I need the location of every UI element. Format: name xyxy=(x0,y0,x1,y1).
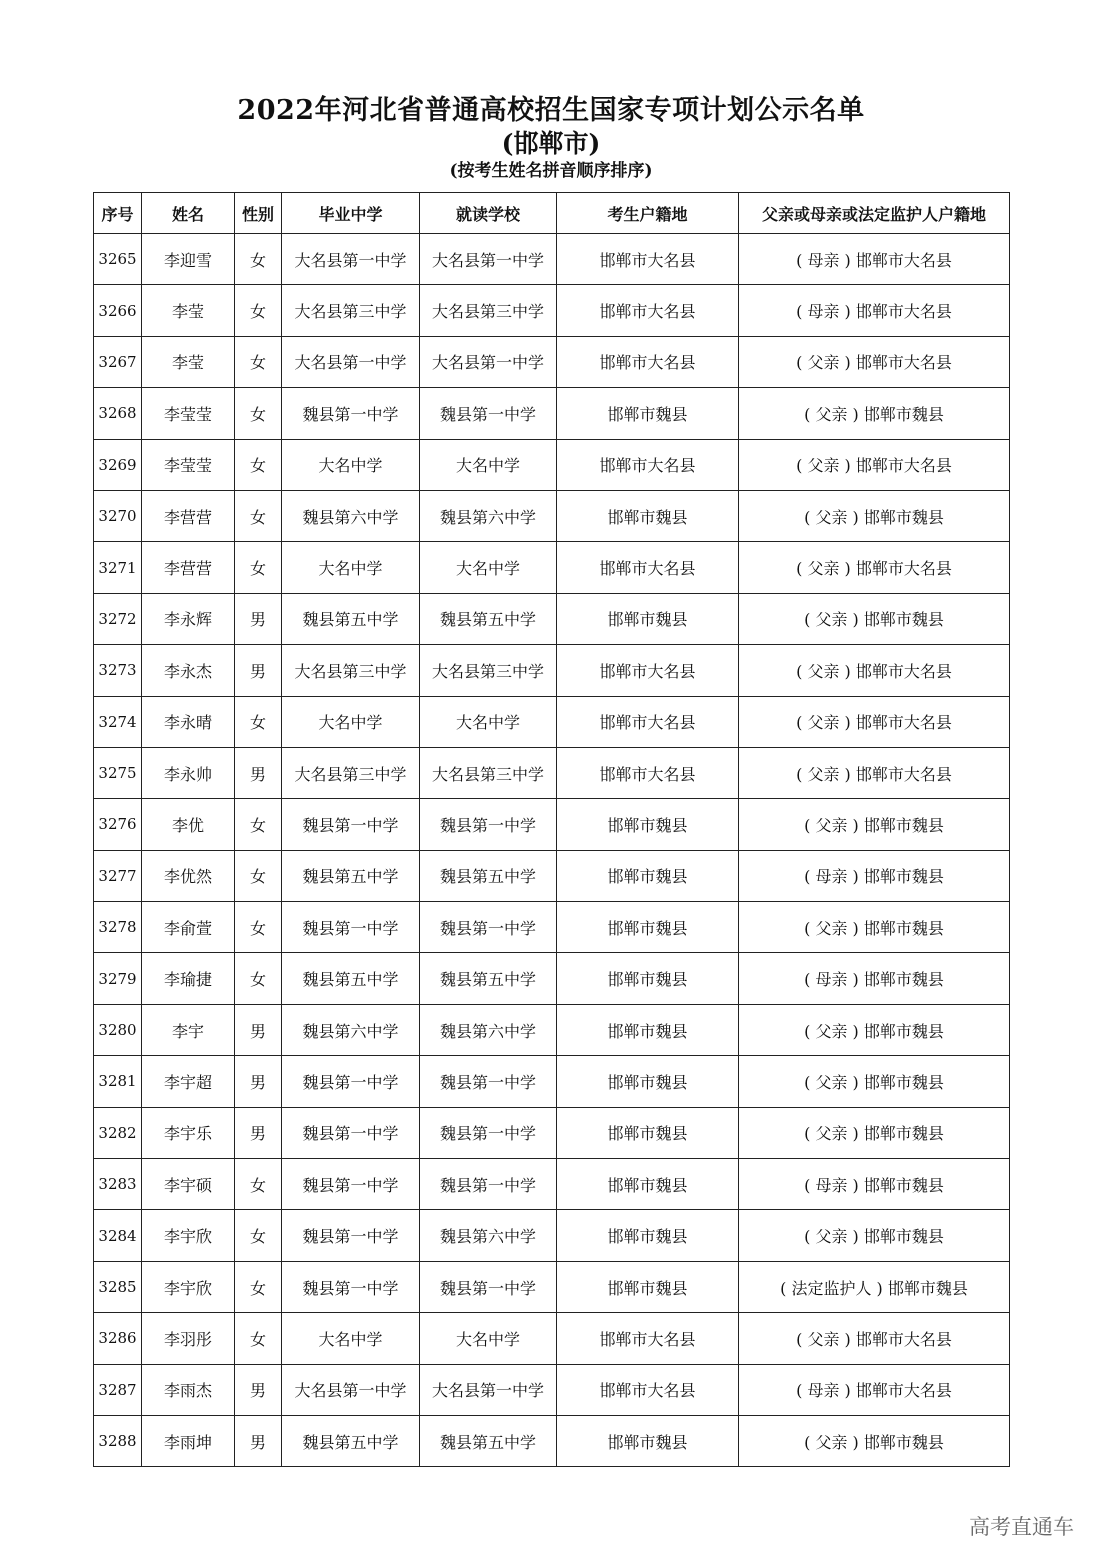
cell-index: 3270 xyxy=(94,490,142,541)
cell-name: 李俞萱 xyxy=(142,902,235,953)
cell-name: 李瑜捷 xyxy=(142,953,235,1004)
cell-graduated-school: 魏县第一中学 xyxy=(282,1210,420,1261)
cell-parent-residence: ( 父亲 ) 邯郸市魏县 xyxy=(739,1056,1010,1107)
cell-index: 3276 xyxy=(94,799,142,850)
cell-current-school: 大名县第三中学 xyxy=(420,747,557,798)
cell-student-residence: 邯郸市大名县 xyxy=(557,696,739,747)
cell-name: 李莹莹 xyxy=(142,388,235,439)
table-row xyxy=(94,747,1010,798)
cell-student-residence: 邯郸市大名县 xyxy=(557,1313,739,1364)
cell-gender: 女 xyxy=(235,1159,282,1210)
table-row xyxy=(94,439,1010,490)
cell-current-school: 大名中学 xyxy=(420,1313,557,1364)
cell-gender: 女 xyxy=(235,953,282,1004)
cell-name: 李永辉 xyxy=(142,593,235,644)
cell-index: 3278 xyxy=(94,902,142,953)
cell-student-residence: 邯郸市魏县 xyxy=(557,953,739,1004)
cell-current-school: 魏县第一中学 xyxy=(420,1159,557,1210)
cell-parent-residence: ( 母亲 ) 邯郸市魏县 xyxy=(739,953,1010,1004)
cell-index: 3272 xyxy=(94,593,142,644)
table-row xyxy=(94,1210,1010,1261)
cell-parent-residence: ( 父亲 ) 邯郸市魏县 xyxy=(739,799,1010,850)
cell-student-residence: 邯郸市大名县 xyxy=(557,285,739,336)
cell-graduated-school: 大名中学 xyxy=(282,542,420,593)
table-row xyxy=(94,1107,1010,1158)
cell-gender: 男 xyxy=(235,645,282,696)
cell-name: 李优 xyxy=(142,799,235,850)
cell-parent-residence: ( 法定监护人 ) 邯郸市魏县 xyxy=(739,1261,1010,1312)
cell-index: 3269 xyxy=(94,439,142,490)
cell-name: 李宇欣 xyxy=(142,1261,235,1312)
col-header-gender: 性别 xyxy=(235,193,282,234)
cell-graduated-school: 大名县第一中学 xyxy=(282,336,420,387)
cell-gender: 女 xyxy=(235,285,282,336)
cell-current-school: 大名中学 xyxy=(420,696,557,747)
cell-index: 3281 xyxy=(94,1056,142,1107)
cell-index: 3266 xyxy=(94,285,142,336)
cell-parent-residence: ( 母亲 ) 邯郸市大名县 xyxy=(739,285,1010,336)
cell-name: 李羽彤 xyxy=(142,1313,235,1364)
cell-graduated-school: 魏县第五中学 xyxy=(282,850,420,901)
cell-index: 3285 xyxy=(94,1261,142,1312)
cell-gender: 女 xyxy=(235,1313,282,1364)
table-row xyxy=(94,902,1010,953)
cell-index: 3282 xyxy=(94,1107,142,1158)
cell-graduated-school: 魏县第五中学 xyxy=(282,953,420,1004)
cell-name: 李优然 xyxy=(142,850,235,901)
cell-current-school: 大名县第三中学 xyxy=(420,645,557,696)
cell-name: 李营营 xyxy=(142,542,235,593)
table-row xyxy=(94,336,1010,387)
cell-current-school: 大名县第三中学 xyxy=(420,285,557,336)
cell-graduated-school: 大名县第一中学 xyxy=(282,1364,420,1415)
cell-graduated-school: 魏县第六中学 xyxy=(282,1004,420,1055)
cell-current-school: 魏县第一中学 xyxy=(420,799,557,850)
cell-current-school: 大名县第一中学 xyxy=(420,234,557,285)
cell-parent-residence: ( 父亲 ) 邯郸市大名县 xyxy=(739,645,1010,696)
cell-parent-residence: ( 父亲 ) 邯郸市魏县 xyxy=(739,593,1010,644)
cell-student-residence: 邯郸市魏县 xyxy=(557,490,739,541)
cell-current-school: 魏县第一中学 xyxy=(420,1056,557,1107)
col-header-student-residence: 考生户籍地 xyxy=(557,193,739,234)
cell-gender: 女 xyxy=(235,902,282,953)
cell-graduated-school: 魏县第五中学 xyxy=(282,1415,420,1466)
table-header-row xyxy=(94,193,1010,234)
cell-gender: 男 xyxy=(235,1004,282,1055)
table-row xyxy=(94,1261,1010,1312)
cell-gender: 女 xyxy=(235,388,282,439)
cell-gender: 女 xyxy=(235,1210,282,1261)
cell-parent-residence: ( 母亲 ) 邯郸市魏县 xyxy=(739,850,1010,901)
cell-index: 3284 xyxy=(94,1210,142,1261)
cell-graduated-school: 魏县第一中学 xyxy=(282,388,420,439)
cell-gender: 女 xyxy=(235,799,282,850)
cell-student-residence: 邯郸市魏县 xyxy=(557,388,739,439)
cell-gender: 男 xyxy=(235,593,282,644)
table-row xyxy=(94,645,1010,696)
cell-student-residence: 邯郸市大名县 xyxy=(557,645,739,696)
cell-student-residence: 邯郸市大名县 xyxy=(557,747,739,798)
table-row xyxy=(94,1056,1010,1107)
cell-parent-residence: ( 母亲 ) 邯郸市大名县 xyxy=(739,234,1010,285)
cell-gender: 男 xyxy=(235,1107,282,1158)
cell-current-school: 大名中学 xyxy=(420,439,557,490)
table-row xyxy=(94,490,1010,541)
cell-index: 3286 xyxy=(94,1313,142,1364)
cell-name: 李莹莹 xyxy=(142,439,235,490)
cell-student-residence: 邯郸市魏县 xyxy=(557,1159,739,1210)
cell-student-residence: 邯郸市魏县 xyxy=(557,1004,739,1055)
cell-student-residence: 邯郸市大名县 xyxy=(557,439,739,490)
table-row xyxy=(94,1159,1010,1210)
cell-graduated-school: 大名县第三中学 xyxy=(282,747,420,798)
cell-name: 李永帅 xyxy=(142,747,235,798)
cell-student-residence: 邯郸市魏县 xyxy=(557,850,739,901)
cell-student-residence: 邯郸市魏县 xyxy=(557,902,739,953)
col-header-graduated-school: 毕业中学 xyxy=(282,193,420,234)
cell-parent-residence: ( 父亲 ) 邯郸市大名县 xyxy=(739,542,1010,593)
cell-graduated-school: 魏县第一中学 xyxy=(282,902,420,953)
cell-student-residence: 邯郸市大名县 xyxy=(557,234,739,285)
cell-gender: 女 xyxy=(235,542,282,593)
cell-student-residence: 邯郸市大名县 xyxy=(557,336,739,387)
cell-parent-residence: ( 父亲 ) 邯郸市魏县 xyxy=(739,1107,1010,1158)
table-body xyxy=(94,234,1010,1467)
table-row xyxy=(94,285,1010,336)
cell-current-school: 魏县第五中学 xyxy=(420,850,557,901)
table-row xyxy=(94,953,1010,1004)
cell-student-residence: 邯郸市魏县 xyxy=(557,593,739,644)
cell-parent-residence: ( 父亲 ) 邯郸市魏县 xyxy=(739,1210,1010,1261)
cell-name: 李雨坤 xyxy=(142,1415,235,1466)
cell-parent-residence: ( 父亲 ) 邯郸市大名县 xyxy=(739,336,1010,387)
cell-current-school: 大名中学 xyxy=(420,542,557,593)
col-header-name: 姓名 xyxy=(142,193,235,234)
cell-name: 李宇 xyxy=(142,1004,235,1055)
cell-name: 李宇欣 xyxy=(142,1210,235,1261)
cell-name: 李永晴 xyxy=(142,696,235,747)
table-row xyxy=(94,850,1010,901)
cell-parent-residence: ( 父亲 ) 邯郸市大名县 xyxy=(739,439,1010,490)
cell-index: 3283 xyxy=(94,1159,142,1210)
table-row xyxy=(94,1364,1010,1415)
cell-name: 李莹 xyxy=(142,285,235,336)
cell-student-residence: 邯郸市魏县 xyxy=(557,1261,739,1312)
cell-index: 3268 xyxy=(94,388,142,439)
cell-graduated-school: 大名中学 xyxy=(282,1313,420,1364)
cell-index: 3273 xyxy=(94,645,142,696)
cell-student-residence: 邯郸市魏县 xyxy=(557,1107,739,1158)
cell-gender: 女 xyxy=(235,1261,282,1312)
table-row xyxy=(94,388,1010,439)
cell-graduated-school: 魏县第一中学 xyxy=(282,1056,420,1107)
cell-graduated-school: 魏县第一中学 xyxy=(282,1107,420,1158)
cell-current-school: 魏县第五中学 xyxy=(420,1415,557,1466)
cell-gender: 女 xyxy=(235,696,282,747)
cell-name: 李迎雪 xyxy=(142,234,235,285)
cell-parent-residence: ( 父亲 ) 邯郸市大名县 xyxy=(739,696,1010,747)
table-row xyxy=(94,799,1010,850)
cell-current-school: 魏县第一中学 xyxy=(420,1107,557,1158)
cell-student-residence: 邯郸市魏县 xyxy=(557,1210,739,1261)
cell-parent-residence: ( 父亲 ) 邯郸市魏县 xyxy=(739,902,1010,953)
cell-student-residence: 邯郸市魏县 xyxy=(557,1056,739,1107)
cell-gender: 女 xyxy=(235,850,282,901)
cell-current-school: 魏县第六中学 xyxy=(420,1210,557,1261)
table-row xyxy=(94,696,1010,747)
table-row xyxy=(94,234,1010,285)
cell-parent-residence: ( 父亲 ) 邯郸市魏县 xyxy=(739,1415,1010,1466)
cell-index: 3288 xyxy=(94,1415,142,1466)
cell-index: 3279 xyxy=(94,953,142,1004)
cell-parent-residence: ( 父亲 ) 邯郸市魏县 xyxy=(739,388,1010,439)
roster-table xyxy=(93,192,1010,1467)
cell-gender: 女 xyxy=(235,439,282,490)
cell-student-residence: 邯郸市大名县 xyxy=(557,542,739,593)
cell-student-residence: 邯郸市魏县 xyxy=(557,1415,739,1466)
cell-current-school: 魏县第五中学 xyxy=(420,953,557,1004)
cell-current-school: 魏县第六中学 xyxy=(420,1004,557,1055)
cell-graduated-school: 大名县第一中学 xyxy=(282,234,420,285)
cell-gender: 女 xyxy=(235,234,282,285)
table-row xyxy=(94,1004,1010,1055)
cell-name: 李宇超 xyxy=(142,1056,235,1107)
cell-index: 3287 xyxy=(94,1364,142,1415)
cell-index: 3271 xyxy=(94,542,142,593)
cell-graduated-school: 大名中学 xyxy=(282,696,420,747)
col-header-parent-residence: 父亲或母亲或法定监护人户籍地 xyxy=(739,193,1010,234)
cell-index: 3277 xyxy=(94,850,142,901)
cell-index: 3275 xyxy=(94,747,142,798)
watermark-text: 高考直通车 xyxy=(969,1515,1074,1539)
page-title: 2022年河北省普通高校招生国家专项计划公示名单 xyxy=(237,95,865,126)
cell-current-school: 魏县第六中学 xyxy=(420,490,557,541)
cell-parent-residence: ( 母亲 ) 邯郸市魏县 xyxy=(739,1159,1010,1210)
cell-parent-residence: ( 父亲 ) 邯郸市魏县 xyxy=(739,490,1010,541)
cell-name: 李宇硕 xyxy=(142,1159,235,1210)
cell-student-residence: 邯郸市大名县 xyxy=(557,1364,739,1415)
cell-index: 3280 xyxy=(94,1004,142,1055)
cell-parent-residence: ( 父亲 ) 邯郸市魏县 xyxy=(739,1004,1010,1055)
cell-gender: 女 xyxy=(235,490,282,541)
cell-parent-residence: ( 母亲 ) 邯郸市大名县 xyxy=(739,1364,1010,1415)
table-row xyxy=(94,1313,1010,1364)
cell-name: 李宇乐 xyxy=(142,1107,235,1158)
cell-index: 3274 xyxy=(94,696,142,747)
table-row xyxy=(94,593,1010,644)
cell-gender: 男 xyxy=(235,747,282,798)
cell-gender: 女 xyxy=(235,336,282,387)
page-subtitle: (邯郸市) xyxy=(501,129,601,158)
cell-current-school: 大名县第一中学 xyxy=(420,1364,557,1415)
cell-gender: 男 xyxy=(235,1056,282,1107)
cell-current-school: 魏县第一中学 xyxy=(420,902,557,953)
table-row xyxy=(94,542,1010,593)
cell-graduated-school: 魏县第六中学 xyxy=(282,490,420,541)
cell-graduated-school: 大名县第三中学 xyxy=(282,285,420,336)
cell-name: 李莹 xyxy=(142,336,235,387)
cell-graduated-school: 魏县第一中学 xyxy=(282,799,420,850)
cell-current-school: 大名县第一中学 xyxy=(420,336,557,387)
cell-name: 李永杰 xyxy=(142,645,235,696)
cell-graduated-school: 魏县第五中学 xyxy=(282,593,420,644)
cell-graduated-school: 魏县第一中学 xyxy=(282,1159,420,1210)
cell-parent-residence: ( 父亲 ) 邯郸市大名县 xyxy=(739,747,1010,798)
cell-name: 李营营 xyxy=(142,490,235,541)
cell-student-residence: 邯郸市魏县 xyxy=(557,799,739,850)
cell-graduated-school: 大名县第三中学 xyxy=(282,645,420,696)
cell-index: 3267 xyxy=(94,336,142,387)
col-header-current-school: 就读学校 xyxy=(420,193,557,234)
cell-current-school: 魏县第一中学 xyxy=(420,1261,557,1312)
cell-graduated-school: 大名中学 xyxy=(282,439,420,490)
cell-gender: 男 xyxy=(235,1364,282,1415)
cell-name: 李雨杰 xyxy=(142,1364,235,1415)
cell-current-school: 魏县第五中学 xyxy=(420,593,557,644)
cell-parent-residence: ( 父亲 ) 邯郸市大名县 xyxy=(739,1313,1010,1364)
cell-current-school: 魏县第一中学 xyxy=(420,388,557,439)
cell-gender: 男 xyxy=(235,1415,282,1466)
table-row xyxy=(94,1415,1010,1466)
sort-note: (按考生姓名拼音顺序排序) xyxy=(449,161,653,181)
cell-index: 3265 xyxy=(94,234,142,285)
col-header-index: 序号 xyxy=(94,193,142,234)
cell-graduated-school: 魏县第一中学 xyxy=(282,1261,420,1312)
